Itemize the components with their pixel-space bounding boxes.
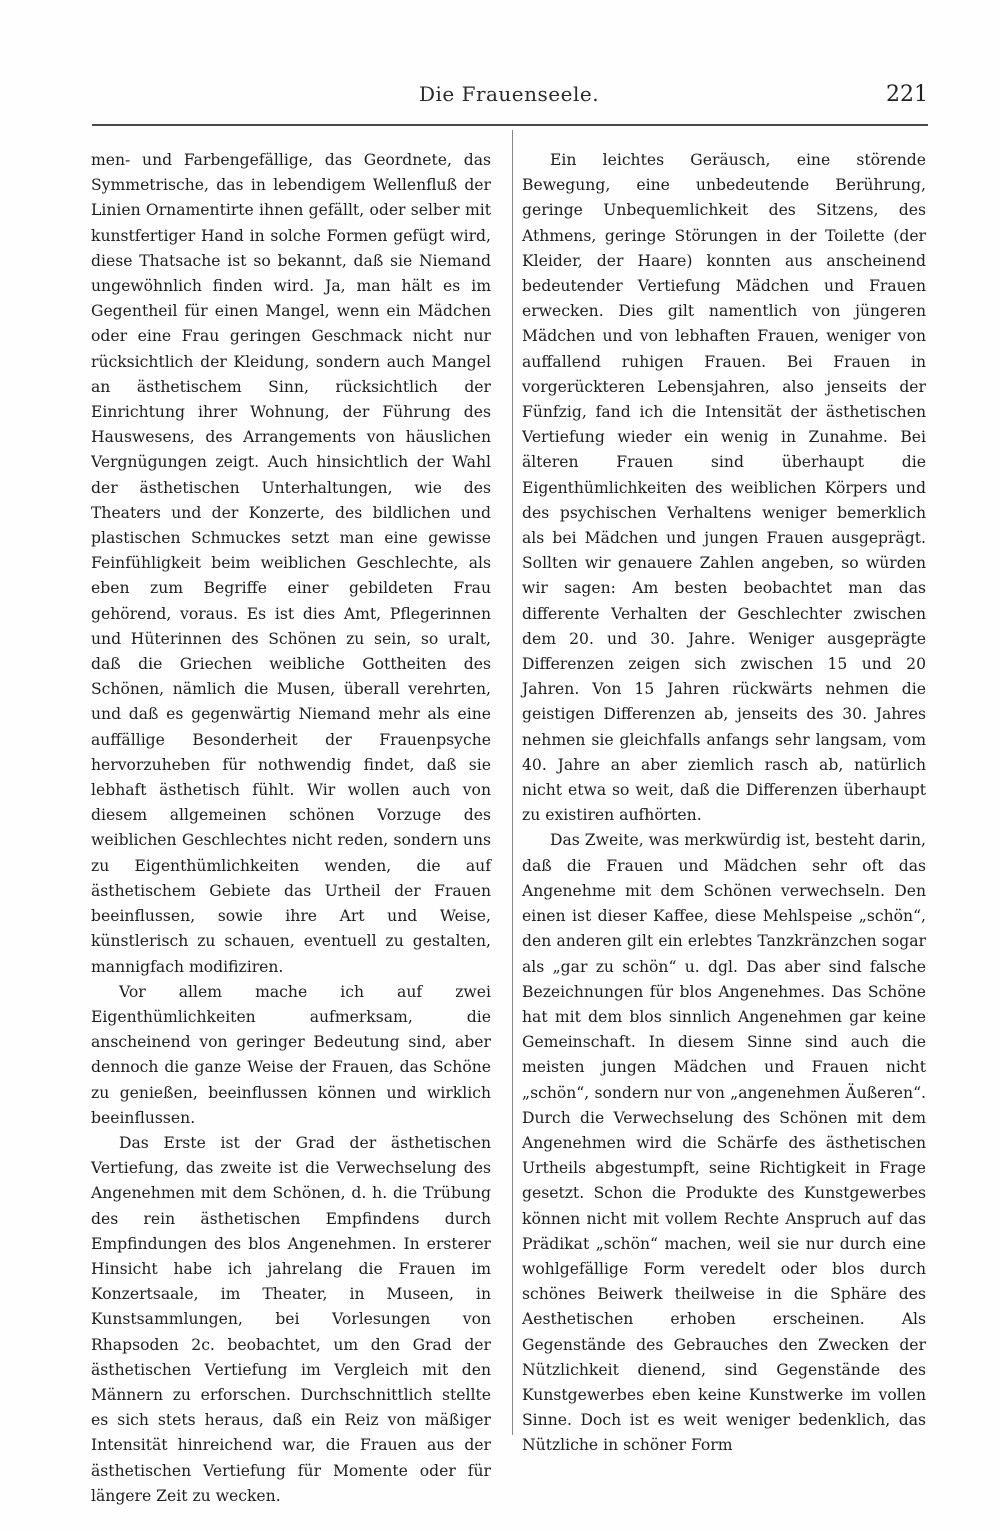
running-title: Die Frauenseele. [418,82,600,106]
header-rule [92,124,928,126]
paragraph: Das Erste ist der Grad der ästhetischen Vertiefung, das zweite ist die Verwechselung des Angenehmen mit dem Schönen, d. h. die Trübung des rein ästhetischen Empfindens durch Empfindungen des blos Angenehmen. In ersterer Hinsicht habe ich jahrelang die Frauen im Konzertsaale, im Theater, in Museen, in Kunstsammlungen, bei Vorlesungen von Rhapsoden 2c. beobachtet, um den Grad der ästhetischen Vertiefung im Vergleich mit den Männern zu erforschen. Durchschnittlich stellte es sich stets heraus, daß ein Reiz von mäßiger Intensität hinreichend war, die Frauen aus der ästhetischen Vertiefung für Momente oder für längere Zeit zu wecken. [91,1133,491,1505]
paragraph: Das Zweite, was merkwürdig ist, besteht darin, daß die Frauen und Mädchen sehr oft das Angenehme mit dem Schönen verwechseln. Den einen ist dieser Kaffee, diese Mehlspeise „schön“, den anderen gilt ein erlebtes Tanzkränzchen sogar als „gar zu schön“ u. dgl. Das aber sind falsche Bezeichnungen für blos Angenehmes. Das Schöne hat mit dem blos sinnlich Angenehmen gar keine Gemeinschaft. In diesem Sinne sind auch die meisten jungen Mädchen und Frauen nicht „schön“, sondern nur von „angenehmen Äußeren“. Durch die Verwechselung des Schönen mit dem Angenehmen wird die Schärfe des ästhetischen Urtheils abgestumpft, seine Richtigkeit in Frage gesetzt. Schon die Produkte des Kunstgewerbes können nicht mit vollem Rechte Anspruch auf das Prädikat „schön“ machen, weil sie nur durch eine wohlgefällige Form veredelt oder blos durch schönes Beiwerk theilweise in die Sphäre des Aesthetischen erhoben erscheinen. Als Gegenstände des Gebrauches den Zwecken der Nützlichkeit dienend, sind Gegenstände des Kunstgewerbes eben keine Kunstwerke im vollen Sinne. Doch ist es weit weniger bedenklich, das Nützliche in schöner Form [522,831,926,1455]
paragraph: Vor allem mache ich auf zwei Eigenthümlichkeiten aufmerksam, die anscheinend von geringer Bedeutung sind, aber dennoch die ganze Weise der Frauen, das Schöne zu genießen, beeinflussen können und wirklich beeinflussen. [91,982,491,1127]
column-divider [512,130,513,1435]
paragraph: men- und Farbengefällige, das Geordnete, das Symmetrische, das in lebendigem Wellenfluß der Linien Ornamentirte ihnen gefällt, oder selber mit kunstfertiger Hand in solche Formen gefügt wird, diese Thatsache ist so bekannt, daß sie Niemand ungewöhnlich finden wird. Ja, man hält es im Gegentheil für einen Mangel, wenn ein Mädchen oder eine Frau geringen Geschmack nicht nur rücksichtlich der Kleidung, sondern auch Mangel an ästhetischem Sinn, rücksichtlich der Einrichtung ihrer Wohnung, der Führung des Hauswesens, des Arrangements von häuslichen Vergnügungen zeigt. Auch hinsichtlich der Wahl der ästhetischen Unterhaltungen, wie des Theaters und der Konzerte, des bildlichen und plastischen Schmuckes setzt man eine gewisse Feinfühligkeit beim weiblichen Geschlechte, als eben zum Begriffe einer gebildeten Frau gehörend, voraus. Es ist dies Amt, Pflegerinnen und Hüterinnen des Schönen zu sein, so uralt, daß die Griechen weibliche Gottheiten des Schönen, nämlich die Musen, überall verehrten, und daß es gegenwärtig Niemand mehr als eine auffällige Besonderheit der Frauenpsyche hervorzuheben für nothwendig findet, daß sie lebhaft ästhetisch fühlt. Wir wollen auch von diesem allgemeinen schönen Vorzuge des weiblichen Geschlechtes nicht reden, sondern uns zu Eigenthümlichkeiten wenden, die auf ästhetischem Gebiete das Urtheil der Frauen beeinflussen, sowie ihre Art und Weise, künstlerisch zu schauen, eventuell zu gestalten, mannigfach modifiziren. [91,151,491,976]
left-column [91,148,491,1509]
paragraph: Ein leichtes Geräusch, eine störende Bewegung, eine unbedeutende Berührung, geringe Unbequemlichkeit des Sitzens, des Athmens, geringe Störungen in der Toilette (der Kleider, der Haare) konnten aus anscheinend bedeutender Vertiefung Mädchen und Frauen erwecken. Dies gilt namentlich von jüngeren Mädchen und von lebhaften Frauen, weniger von auffallend ruhigen Frauen. Bei Frauen in vorgerückteren Lebensjahren, also jenseits der Fünfzig, fand ich die Intensität der ästhetischen Vertiefung wieder ein wenig in Zunahme. Bei älteren Frauen sind überhaupt die Eigenthümlichkeiten des weiblichen Körpers und des psychischen Verhaltens weniger bemerklich als bei Mädchen und jungen Frauen ausgeprägt. Sollten wir genauere Zahlen angeben, so würden wir sagen: Am besten beobachtet man das differente Verhalten der Geschlechter zwischen dem 20. und 30. Jahre. Weniger ausgeprägte Differenzen zeigen sich zwischen 15 und 20 Jahren. Von 15 Jahren rückwärts nehmen die geistigen Differenzen ab, jenseits des 30. Jahres nehmen sie gleichfalls anfangs sehr langsam, vom 40. Jahre an aber ziemlich rasch ab, natürlich nicht etwa so weit, daß die Differenzen überhaupt zu existiren aufhörten. [522,151,926,825]
page-number: 221 [886,82,928,107]
running-head [90,82,928,114]
right-column [522,148,926,1459]
